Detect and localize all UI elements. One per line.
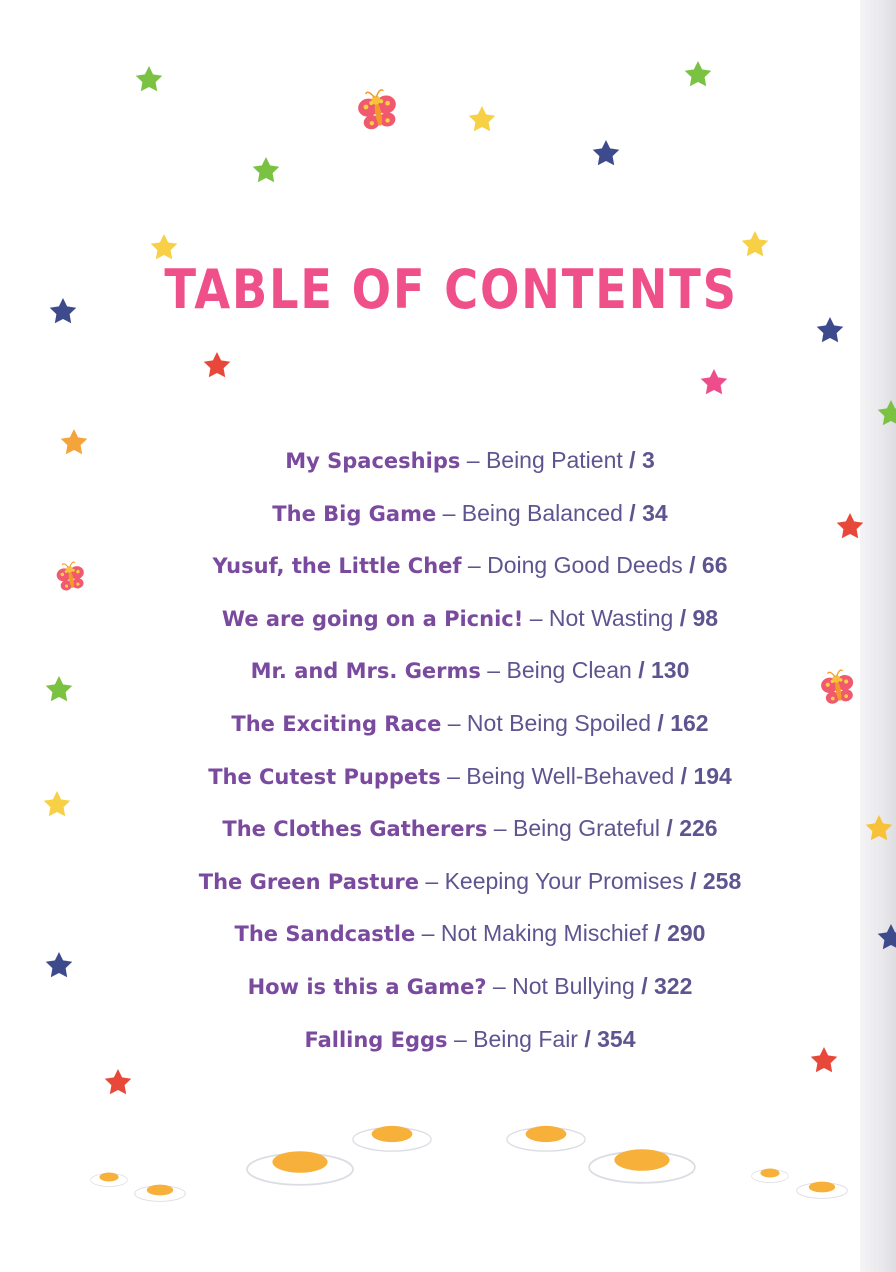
page-number: 66: [701, 552, 728, 579]
star-icon: [701, 369, 728, 394]
flower-icon: [353, 1126, 431, 1151]
page-number: 322: [654, 972, 693, 999]
butterfly-icon: [356, 88, 400, 131]
star-icon: [136, 66, 163, 91]
page-title: TABLE OF CONTENTS: [164, 258, 738, 321]
story-title: My Spaceships: [285, 449, 461, 473]
flower-icon: [797, 1182, 848, 1199]
star-icon: [105, 1069, 132, 1094]
entry-separator: –: [419, 867, 445, 894]
star-icon: [685, 61, 712, 86]
star-icon: [469, 106, 496, 131]
page-number: 162: [670, 709, 709, 736]
toc-entry[interactable]: [0, 808, 896, 861]
toc-entry[interactable]: [0, 861, 896, 914]
star-icon: [878, 400, 896, 425]
entry-separator: –: [415, 920, 441, 947]
page-number: 98: [692, 604, 719, 631]
flower-icon: [135, 1185, 186, 1202]
page-number: 290: [667, 920, 706, 947]
entry-separator: /: [622, 499, 643, 526]
page-number: 34: [642, 499, 668, 526]
toc-entry[interactable]: [0, 493, 896, 546]
entry-separator: /: [622, 447, 642, 473]
star-icon: [253, 157, 280, 182]
toc-entry[interactable]: [0, 440, 896, 493]
page-number: 130: [650, 657, 690, 684]
story-lesson: Being Patient: [485, 447, 623, 473]
toc-entry[interactable]: [0, 545, 896, 598]
story-title: How is this a Game?: [247, 974, 487, 999]
entry-separator: /: [673, 604, 693, 631]
story-title: Falling Eggs: [304, 1027, 448, 1052]
entry-separator: /: [674, 762, 694, 789]
entry-separator: /: [647, 920, 668, 947]
toc-entry[interactable]: [0, 1019, 896, 1072]
story-title: The Cutest Puppets: [208, 764, 441, 789]
entry-separator: –: [447, 1025, 474, 1052]
story-title: The Big Game: [272, 501, 437, 526]
toc-entry[interactable]: [0, 966, 896, 1019]
entry-separator: /: [682, 552, 702, 579]
entry-separator: –: [486, 972, 513, 999]
story-title: The Sandcastle: [234, 922, 416, 947]
story-title: The Clothes Gatherers: [222, 817, 488, 842]
story-title: The Exciting Race: [231, 711, 442, 736]
entry-separator: /: [631, 657, 651, 684]
story-title: Yusuf, the Little Chef: [212, 554, 462, 579]
toc-entry[interactable]: [0, 913, 896, 966]
star-icon: [593, 140, 620, 165]
story-lesson: Being Fair: [473, 1025, 578, 1052]
toc-entry[interactable]: [0, 650, 896, 703]
toc-entry[interactable]: [0, 703, 896, 756]
page-number: 258: [702, 867, 742, 894]
entry-separator: /: [651, 709, 671, 736]
star-icon: [204, 352, 231, 377]
story-lesson: Not Wasting: [548, 604, 674, 631]
entry-separator: –: [487, 815, 513, 842]
toc-entry[interactable]: [0, 598, 896, 651]
page-number: 226: [679, 815, 718, 842]
story-lesson: Being Grateful: [513, 815, 661, 842]
page-number: 354: [597, 1025, 636, 1052]
flower-icon: [91, 1173, 128, 1187]
story-lesson: Being Balanced: [461, 499, 623, 526]
toc-entry[interactable]: [0, 756, 896, 809]
entry-separator: –: [461, 552, 488, 579]
entry-separator: –: [523, 604, 549, 631]
table-of-contents: [0, 440, 896, 1071]
story-lesson: Not Being Spoiled: [466, 709, 652, 736]
story-title: We are going on a Picnic!: [221, 606, 524, 631]
story-title: The Green Pasture: [198, 869, 420, 894]
story-title: Mr. and Mrs. Germs: [250, 659, 481, 684]
entry-separator: –: [480, 657, 507, 684]
story-lesson: Being Clean: [506, 657, 632, 684]
story-lesson: Not Bullying: [512, 972, 635, 999]
entry-separator: /: [634, 972, 655, 999]
entry-separator: –: [441, 709, 467, 736]
page-number: 3: [641, 447, 655, 473]
story-lesson: Being Well-Behaved: [466, 762, 675, 789]
flower-icon: [507, 1126, 585, 1151]
star-icon: [151, 234, 178, 259]
entry-separator: –: [436, 499, 462, 526]
entry-separator: –: [440, 762, 467, 789]
star-icon: [742, 231, 769, 256]
page-number: 194: [693, 762, 732, 789]
story-lesson: Doing Good Deeds: [487, 552, 683, 579]
entry-separator: /: [577, 1025, 598, 1052]
entry-separator: /: [660, 815, 680, 842]
story-lesson: Keeping Your Promises: [444, 867, 684, 894]
entry-separator: /: [683, 867, 703, 894]
entry-separator: –: [460, 447, 486, 473]
flower-icon: [589, 1149, 695, 1183]
flower-icon: [752, 1169, 789, 1183]
story-lesson: Not Making Mischief: [440, 920, 648, 947]
flower-icon: [247, 1151, 353, 1185]
